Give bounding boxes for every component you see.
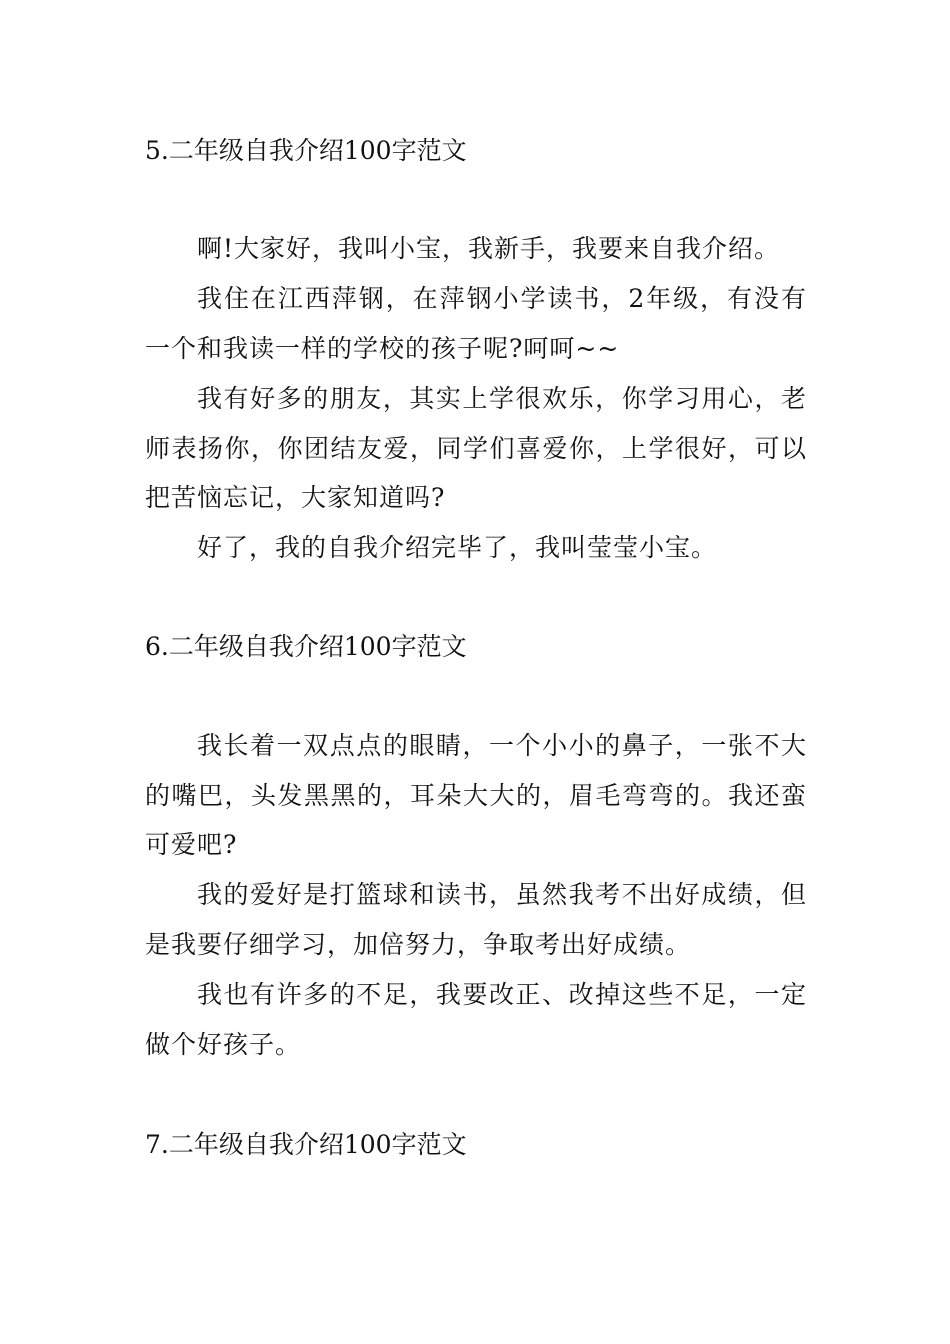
section-heading-7: 7.二年级自我介绍100字范文 <box>145 1130 467 1159</box>
paragraph-5-4: 好了，我的自我介绍完毕了，我叫莹莹小宝。 <box>197 533 718 562</box>
paragraph-6-3: 我也有许多的不足，我要改正、改掉这些不足，一定做个好孩子。 <box>145 980 807 1059</box>
section-heading-5: 5.二年级自我介绍100字范文 <box>145 136 467 165</box>
paragraph-5-1: 啊!大家好，我叫小宝，我新手，我要来自我介绍。 <box>197 234 781 263</box>
paragraph-6-2: 我的爱好是打篮球和读书，虽然我考不出好成绩，但是我要仔细学习，加倍努力，争取考出好成绩。 <box>145 880 807 959</box>
section-heading-6: 6.二年级自我介绍100字范文 <box>145 632 467 661</box>
paragraph-5-2: 我住在江西萍钢，在萍钢小学读书，2年级，有没有一个和我读一样的学校的孩子呢?呵呵~~ <box>145 284 807 363</box>
paragraph-6-1: 我长着一双点点的眼睛，一个小小的鼻子，一张不大的嘴巴，头发黑黑的，耳朵大大的，眉毛弯弯的。我还蛮可爱吧? <box>145 731 807 859</box>
paragraph-5-3: 我有好多的朋友，其实上学很欢乐，你学习用心，老师表扬你，你团结友爱，同学们喜爱你，上学很好，可以把苦恼忘记，大家知道吗? <box>145 384 807 512</box>
